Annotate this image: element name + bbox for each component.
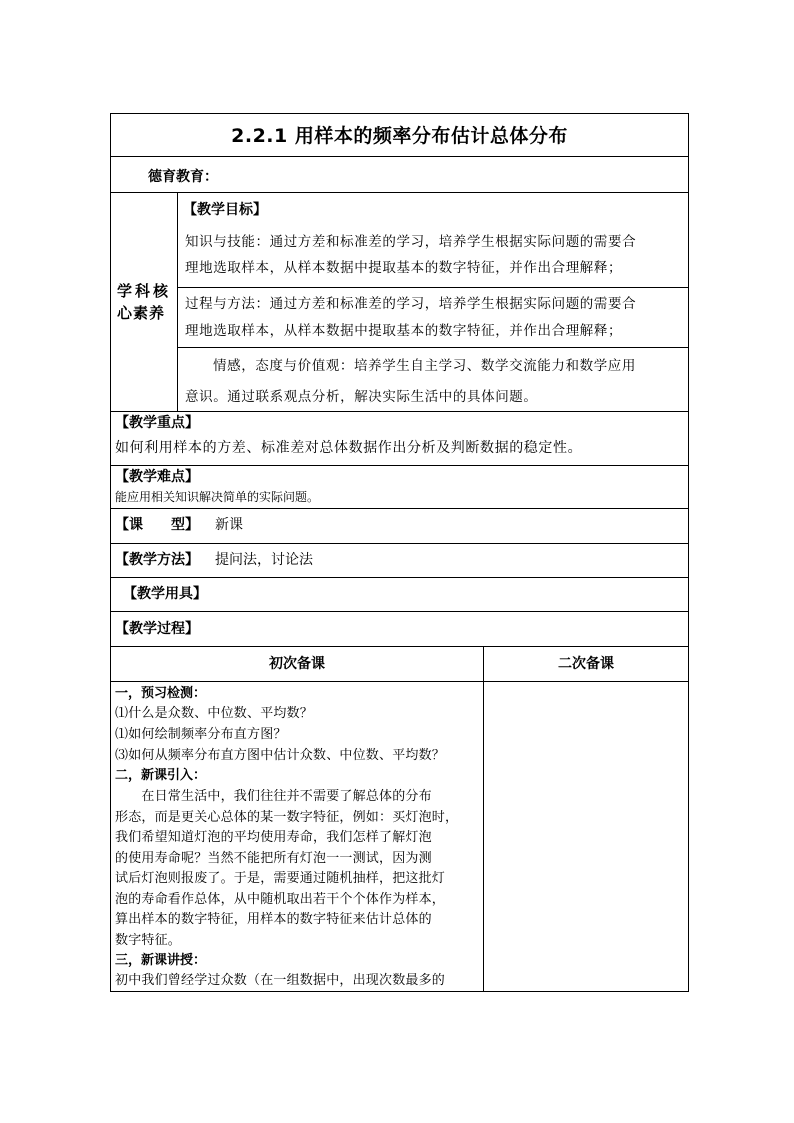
section-intro-heading: 二，新课引入： — [115, 768, 207, 783]
row-divider — [111, 411, 688, 412]
intro-line-3: 我们希望知道灯泡的平均使用寿命，我们怎样了解灯泡 — [115, 830, 432, 845]
objective-knowledge-line1: 知识与技能：通过方差和标准差的学习，培养学生根据实际问题的需要合 — [185, 234, 637, 250]
intro-line-2: 形态，而是更关心总体的某一数字特征，例如：买灯泡时， — [115, 810, 459, 825]
core-literacy-label-line2: 心素养 — [117, 304, 166, 322]
tools-heading: 【教学用具】 — [123, 586, 207, 602]
row-divider — [111, 192, 688, 193]
row-divider — [177, 347, 688, 348]
section-preview-heading: 一，预习检测： — [115, 686, 207, 701]
row-divider — [111, 156, 688, 157]
difficulties-heading: 【教学难点】 — [115, 469, 199, 485]
teaching-line-1: 初中我们曾经学过众数（在一组数据中，出现次数最多的 — [115, 973, 446, 988]
intro-line-7: 算出样本的数字特征，用样本的数字特征来估计总体的 — [115, 912, 432, 927]
preview-question-1: ⑴什么是众数、中位数、平均数？ — [115, 706, 314, 721]
objective-emotion-line2: 意识。通过联系观点分析，解决实际生活中的具体问题。 — [185, 389, 538, 405]
key-points-heading: 【教学重点】 — [115, 415, 199, 431]
objective-process-line2: 理地选取样本，从样本数据中提取基本的数字特征，并作出合理解释； — [185, 323, 623, 339]
core-literacy-label-line1: 学科核 — [117, 282, 172, 300]
objective-emotion-line1: 情感，态度与价值观：培养学生自主学习、数学交流能力和数学应用 — [213, 358, 636, 374]
intro-line-5: 试后灯泡则报废了。于是，需要通过随机抽样，把这批灯 — [115, 871, 446, 886]
row-divider — [111, 543, 688, 544]
second-preparation-cell[interactable] — [484, 682, 688, 991]
preview-question-2: ⑴如何绘制频率分布直方图？ — [115, 727, 287, 742]
row-divider — [111, 646, 688, 647]
lesson-plan-table — [110, 113, 689, 992]
column-divider — [177, 192, 178, 411]
lesson-type-heading: 【课 型】 — [115, 517, 199, 533]
row-divider — [111, 611, 688, 612]
column-header-second: 二次备课 — [558, 656, 614, 672]
intro-line-8: 数字特征。 — [115, 933, 182, 948]
process-heading: 【教学过程】 — [115, 621, 199, 637]
row-divider — [111, 577, 688, 578]
row-divider — [177, 287, 688, 288]
row-divider — [111, 508, 688, 509]
difficulties-text: 能应用相关知识解决简单的实际问题。 — [115, 490, 320, 504]
intro-line-1: 在日常生活中，我们往往并不需要了解总体的分布 — [115, 789, 432, 804]
column-header-first: 初次备课 — [269, 656, 325, 672]
objective-knowledge-line2: 理地选取样本，从样本数据中提取基本的数字特征，并作出合理解释； — [185, 260, 623, 276]
key-points-text: 如何利用样本的方差、标准差对总体数据作出分析及判断数据的稳定性。 — [115, 440, 583, 456]
method-value: 提问法，讨论法 — [215, 552, 313, 568]
preview-question-3: ⑶如何从频率分布直方图中估计众数、中位数、平均数？ — [115, 748, 446, 763]
moral-education-label: 德育教育： — [148, 169, 218, 185]
lesson-type-value: 新课 — [215, 517, 243, 533]
page-title: 2.2.1 用样本的频率分布估计总体分布 — [231, 125, 568, 147]
objective-process-line1: 过程与方法：通过方差和标准差的学习，培养学生根据实际问题的需要合 — [185, 296, 637, 312]
section-teaching-heading: 三，新课讲授： — [115, 953, 207, 968]
method-heading: 【教学方法】 — [115, 552, 199, 568]
intro-line-4: 的使用寿命呢？当然不能把所有灯泡一一测试，因为测 — [115, 851, 432, 866]
objectives-heading: 【教学目标】 — [183, 202, 267, 218]
row-divider — [111, 465, 688, 466]
intro-line-6: 泡的寿命看作总体，从中随机取出若干个个体作为样本， — [115, 892, 446, 907]
